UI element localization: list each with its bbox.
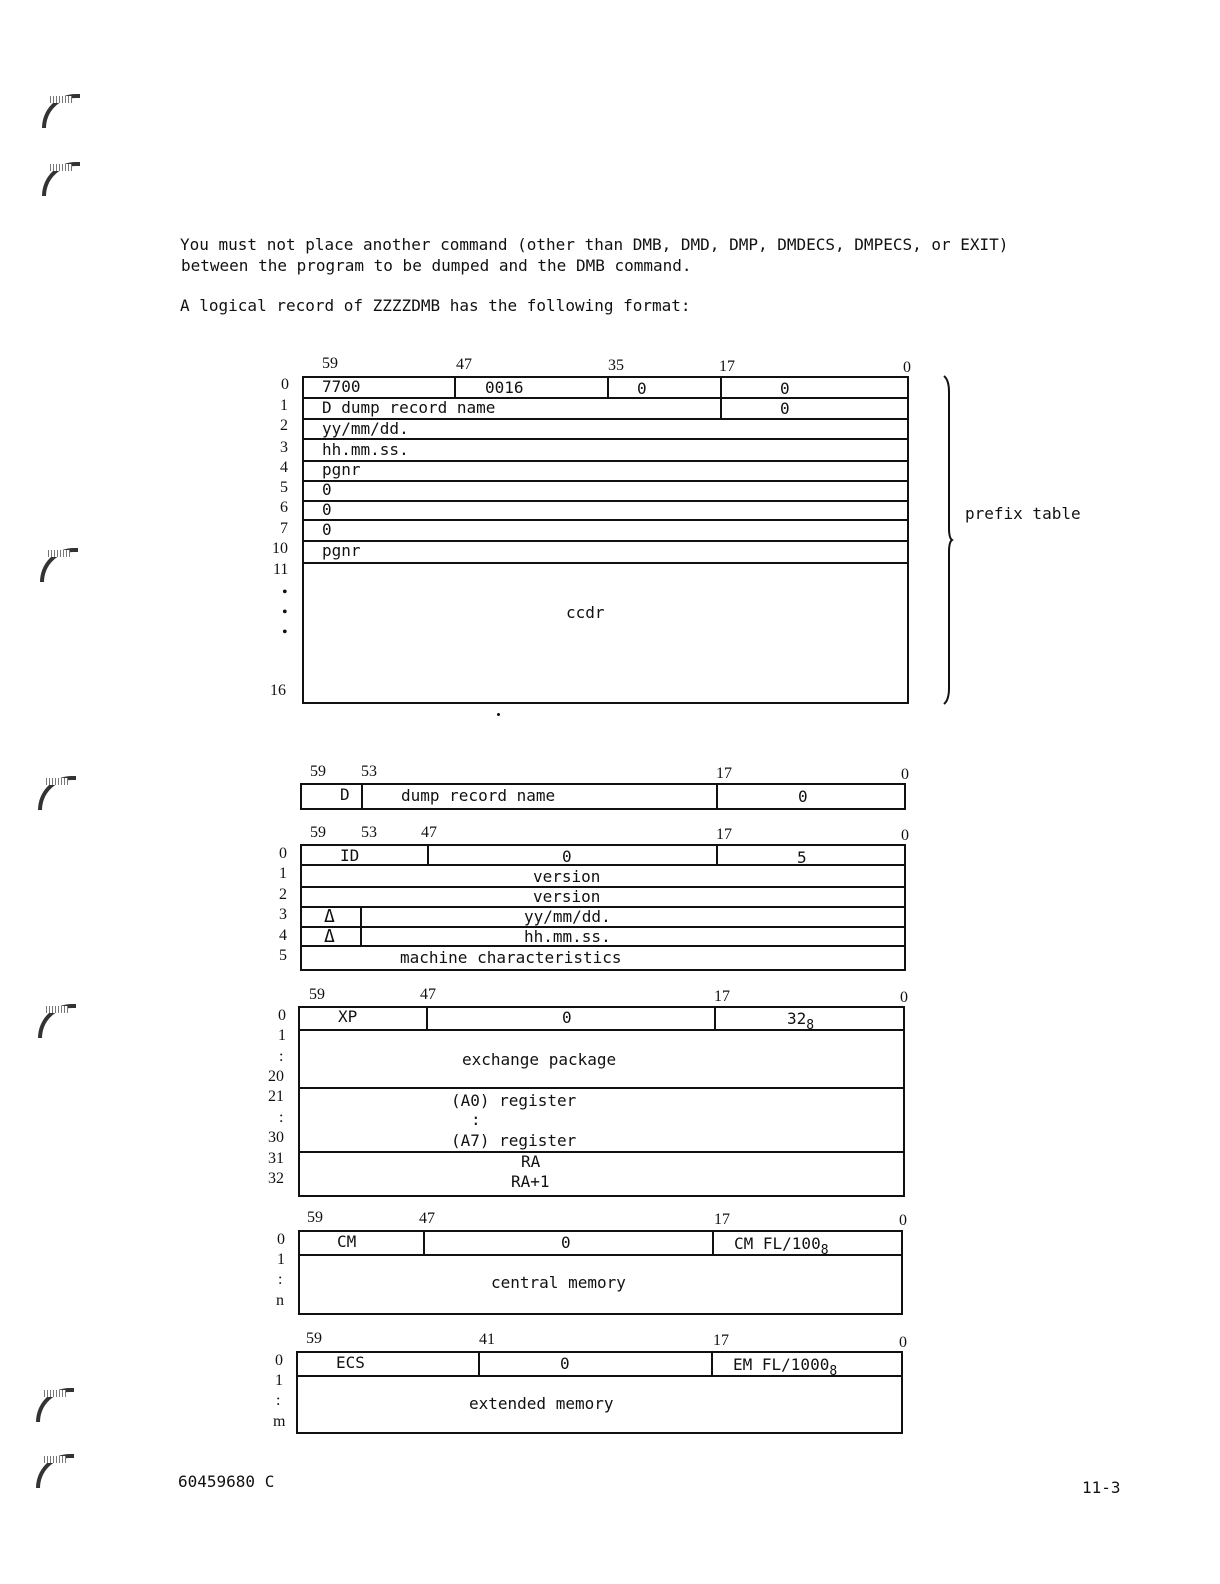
row-ellipsis: : xyxy=(278,1271,283,1288)
bit-label: 35 xyxy=(608,357,624,374)
cell-a0-register: (A0) register xyxy=(451,1091,577,1110)
bit-label: 53 xyxy=(361,763,377,780)
document-number: 60459680 C xyxy=(178,1472,275,1491)
cell-zero: 0 xyxy=(780,379,790,398)
cell-ecs: ECS xyxy=(336,1353,365,1372)
binder-hole-mark xyxy=(42,162,80,196)
row-ellipsis: : xyxy=(276,1392,281,1409)
prefix-table-label: prefix table xyxy=(965,504,1081,523)
cell-zero: 0 xyxy=(637,379,647,398)
binder-hole-mark xyxy=(38,1004,76,1038)
brace-icon xyxy=(940,372,956,708)
bit-label: 47 xyxy=(420,986,436,1003)
cell-dump-record-name: D dump record name xyxy=(322,398,496,417)
row-number: 21 xyxy=(268,1088,284,1105)
cell-a7-register: (A7) register xyxy=(451,1131,577,1150)
cell-time: hh.mm.ss. xyxy=(524,927,611,946)
binder-hole-mark xyxy=(36,1388,74,1422)
page-number: 11-3 xyxy=(1082,1478,1121,1497)
cell-five: 5 xyxy=(797,848,807,867)
row-number: 5 xyxy=(280,479,288,496)
row-number: 30 xyxy=(268,1129,284,1146)
bit-label: 41 xyxy=(479,1331,495,1348)
row-ellipsis: • xyxy=(282,584,288,601)
cell-version: version xyxy=(533,867,601,886)
cell-7700: 7700 xyxy=(322,377,361,396)
row-number: 0 xyxy=(275,1352,283,1369)
binder-hole-mark xyxy=(42,94,80,128)
delta-icon: Δ xyxy=(324,926,335,947)
row-number: 3 xyxy=(279,906,287,923)
row-ellipsis: : xyxy=(279,1048,284,1065)
cell-machine-characteristics: machine characteristics xyxy=(400,948,622,967)
binder-hole-mark xyxy=(36,1454,74,1488)
cell-em-fl: EM $FL/1000_8$ xyxy=(733,1355,838,1379)
intro-line-1: You must not place another command (other than DMB, DMD, DMP, DMDECS, DMPECS, or EXIT) xyxy=(180,235,1009,254)
cell-exchange-package: exchange package xyxy=(462,1050,617,1069)
binder-hole-mark xyxy=(40,548,78,582)
cell-date: yy/mm/dd. xyxy=(524,907,611,926)
bit-label: 0 xyxy=(899,1212,907,1229)
row-number: m xyxy=(273,1413,286,1430)
row-number: 1 xyxy=(278,1027,286,1044)
cell-version: version xyxy=(533,887,601,906)
row-number: 1 xyxy=(280,397,288,414)
cell-date: yy/mm/dd. xyxy=(322,419,409,438)
row-number: 7 xyxy=(280,520,288,537)
cell-pgnr: pgnr xyxy=(322,541,361,560)
bit-label: 17 xyxy=(716,826,732,843)
binder-hole-mark xyxy=(38,776,76,810)
delta-icon: Δ xyxy=(324,906,335,927)
xp-record-frame xyxy=(298,1006,905,1197)
bit-label: 0 xyxy=(903,359,911,376)
row-number: 5 xyxy=(279,947,287,964)
row-number: 4 xyxy=(280,459,288,476)
cell-zero: 0 xyxy=(560,1354,570,1373)
row-number: 0 xyxy=(281,376,289,393)
bit-label: 17 xyxy=(714,988,730,1005)
row-ellipsis: • xyxy=(282,604,288,621)
cell-zero: 0 xyxy=(780,399,790,418)
bit-label: 0 xyxy=(901,766,909,783)
bit-label: 17 xyxy=(716,765,732,782)
bit-label: 17 xyxy=(713,1332,729,1349)
row-number: 0 xyxy=(277,1231,285,1248)
row-number: 3 xyxy=(280,439,288,456)
row-number: 31 xyxy=(268,1150,284,1167)
row-number: 6 xyxy=(280,499,288,516)
stray-dot xyxy=(497,713,500,716)
bit-label: 59 xyxy=(306,1330,322,1347)
row-number: 4 xyxy=(279,927,287,944)
row-number: 1 xyxy=(275,1372,283,1389)
row-number: 11 xyxy=(273,561,289,578)
row-ellipsis: : xyxy=(279,1109,284,1126)
cell-xp: XP xyxy=(338,1007,358,1026)
cell-d: D xyxy=(340,785,350,804)
cell-ra: RA xyxy=(521,1152,541,1171)
intro-line-3: A logical record of ZZZZDMB has the following format: xyxy=(180,296,691,315)
row-number: 2 xyxy=(280,417,288,434)
bit-label: 59 xyxy=(307,1209,323,1226)
cell-pgnr: pgnr xyxy=(322,460,361,479)
cell-cm-fl: CM $FL/100_8$ xyxy=(734,1234,829,1258)
bit-label: 59 xyxy=(310,824,326,841)
bit-label: 59 xyxy=(309,986,325,1003)
cell-xp-length: $32_8$ xyxy=(787,1009,815,1033)
cell-ra-plus-1: RA+1 xyxy=(511,1172,550,1191)
row-number: 1 xyxy=(277,1251,285,1268)
cell-ccdr: ccdr xyxy=(566,603,605,622)
bit-label: 47 xyxy=(456,356,472,373)
cell-zero: 0 xyxy=(798,787,808,806)
bit-label: 59 xyxy=(310,763,326,780)
cell-cm: CM xyxy=(337,1232,357,1251)
cell-zero: 0 xyxy=(322,520,332,539)
row-number: 32 xyxy=(268,1170,284,1187)
cell-ellipsis: : xyxy=(471,1110,481,1129)
row-number: n xyxy=(276,1292,284,1309)
bit-label: 47 xyxy=(419,1210,435,1227)
bit-label: 0 xyxy=(899,1334,907,1351)
bit-label: 17 xyxy=(719,358,735,375)
cell-zero: 0 xyxy=(322,480,332,499)
cell-extended-memory: extended memory xyxy=(469,1394,614,1413)
bit-label: 47 xyxy=(421,824,437,841)
bit-label: 59 xyxy=(322,355,338,372)
intro-line-2: between the program to be dumped and the DMB command. xyxy=(181,256,692,275)
cell-dump-record-name: dump record name xyxy=(401,786,556,805)
cell-0016: 0016 xyxy=(485,378,524,397)
row-number: 10 xyxy=(272,540,288,557)
row-ellipsis: • xyxy=(282,624,288,641)
cell-zero: 0 xyxy=(562,847,572,866)
dump-record-frame xyxy=(300,783,906,810)
cell-id: ID xyxy=(340,846,360,865)
bit-label: 17 xyxy=(714,1211,730,1228)
row-number: 0 xyxy=(279,845,287,862)
row-number: 0 xyxy=(278,1007,286,1024)
bit-label: 0 xyxy=(901,827,909,844)
row-number: 2 xyxy=(279,886,287,903)
bit-label: 0 xyxy=(900,989,908,1006)
cell-zero: 0 xyxy=(561,1233,571,1252)
cell-central-memory: central memory xyxy=(491,1273,626,1292)
row-number: 20 xyxy=(268,1068,284,1085)
cell-zero: 0 xyxy=(322,500,332,519)
bit-label: 53 xyxy=(361,824,377,841)
cell-zero: 0 xyxy=(562,1008,572,1027)
cell-time: hh.mm.ss. xyxy=(322,440,409,459)
row-number: 1 xyxy=(279,865,287,882)
row-number: 16 xyxy=(270,682,286,699)
